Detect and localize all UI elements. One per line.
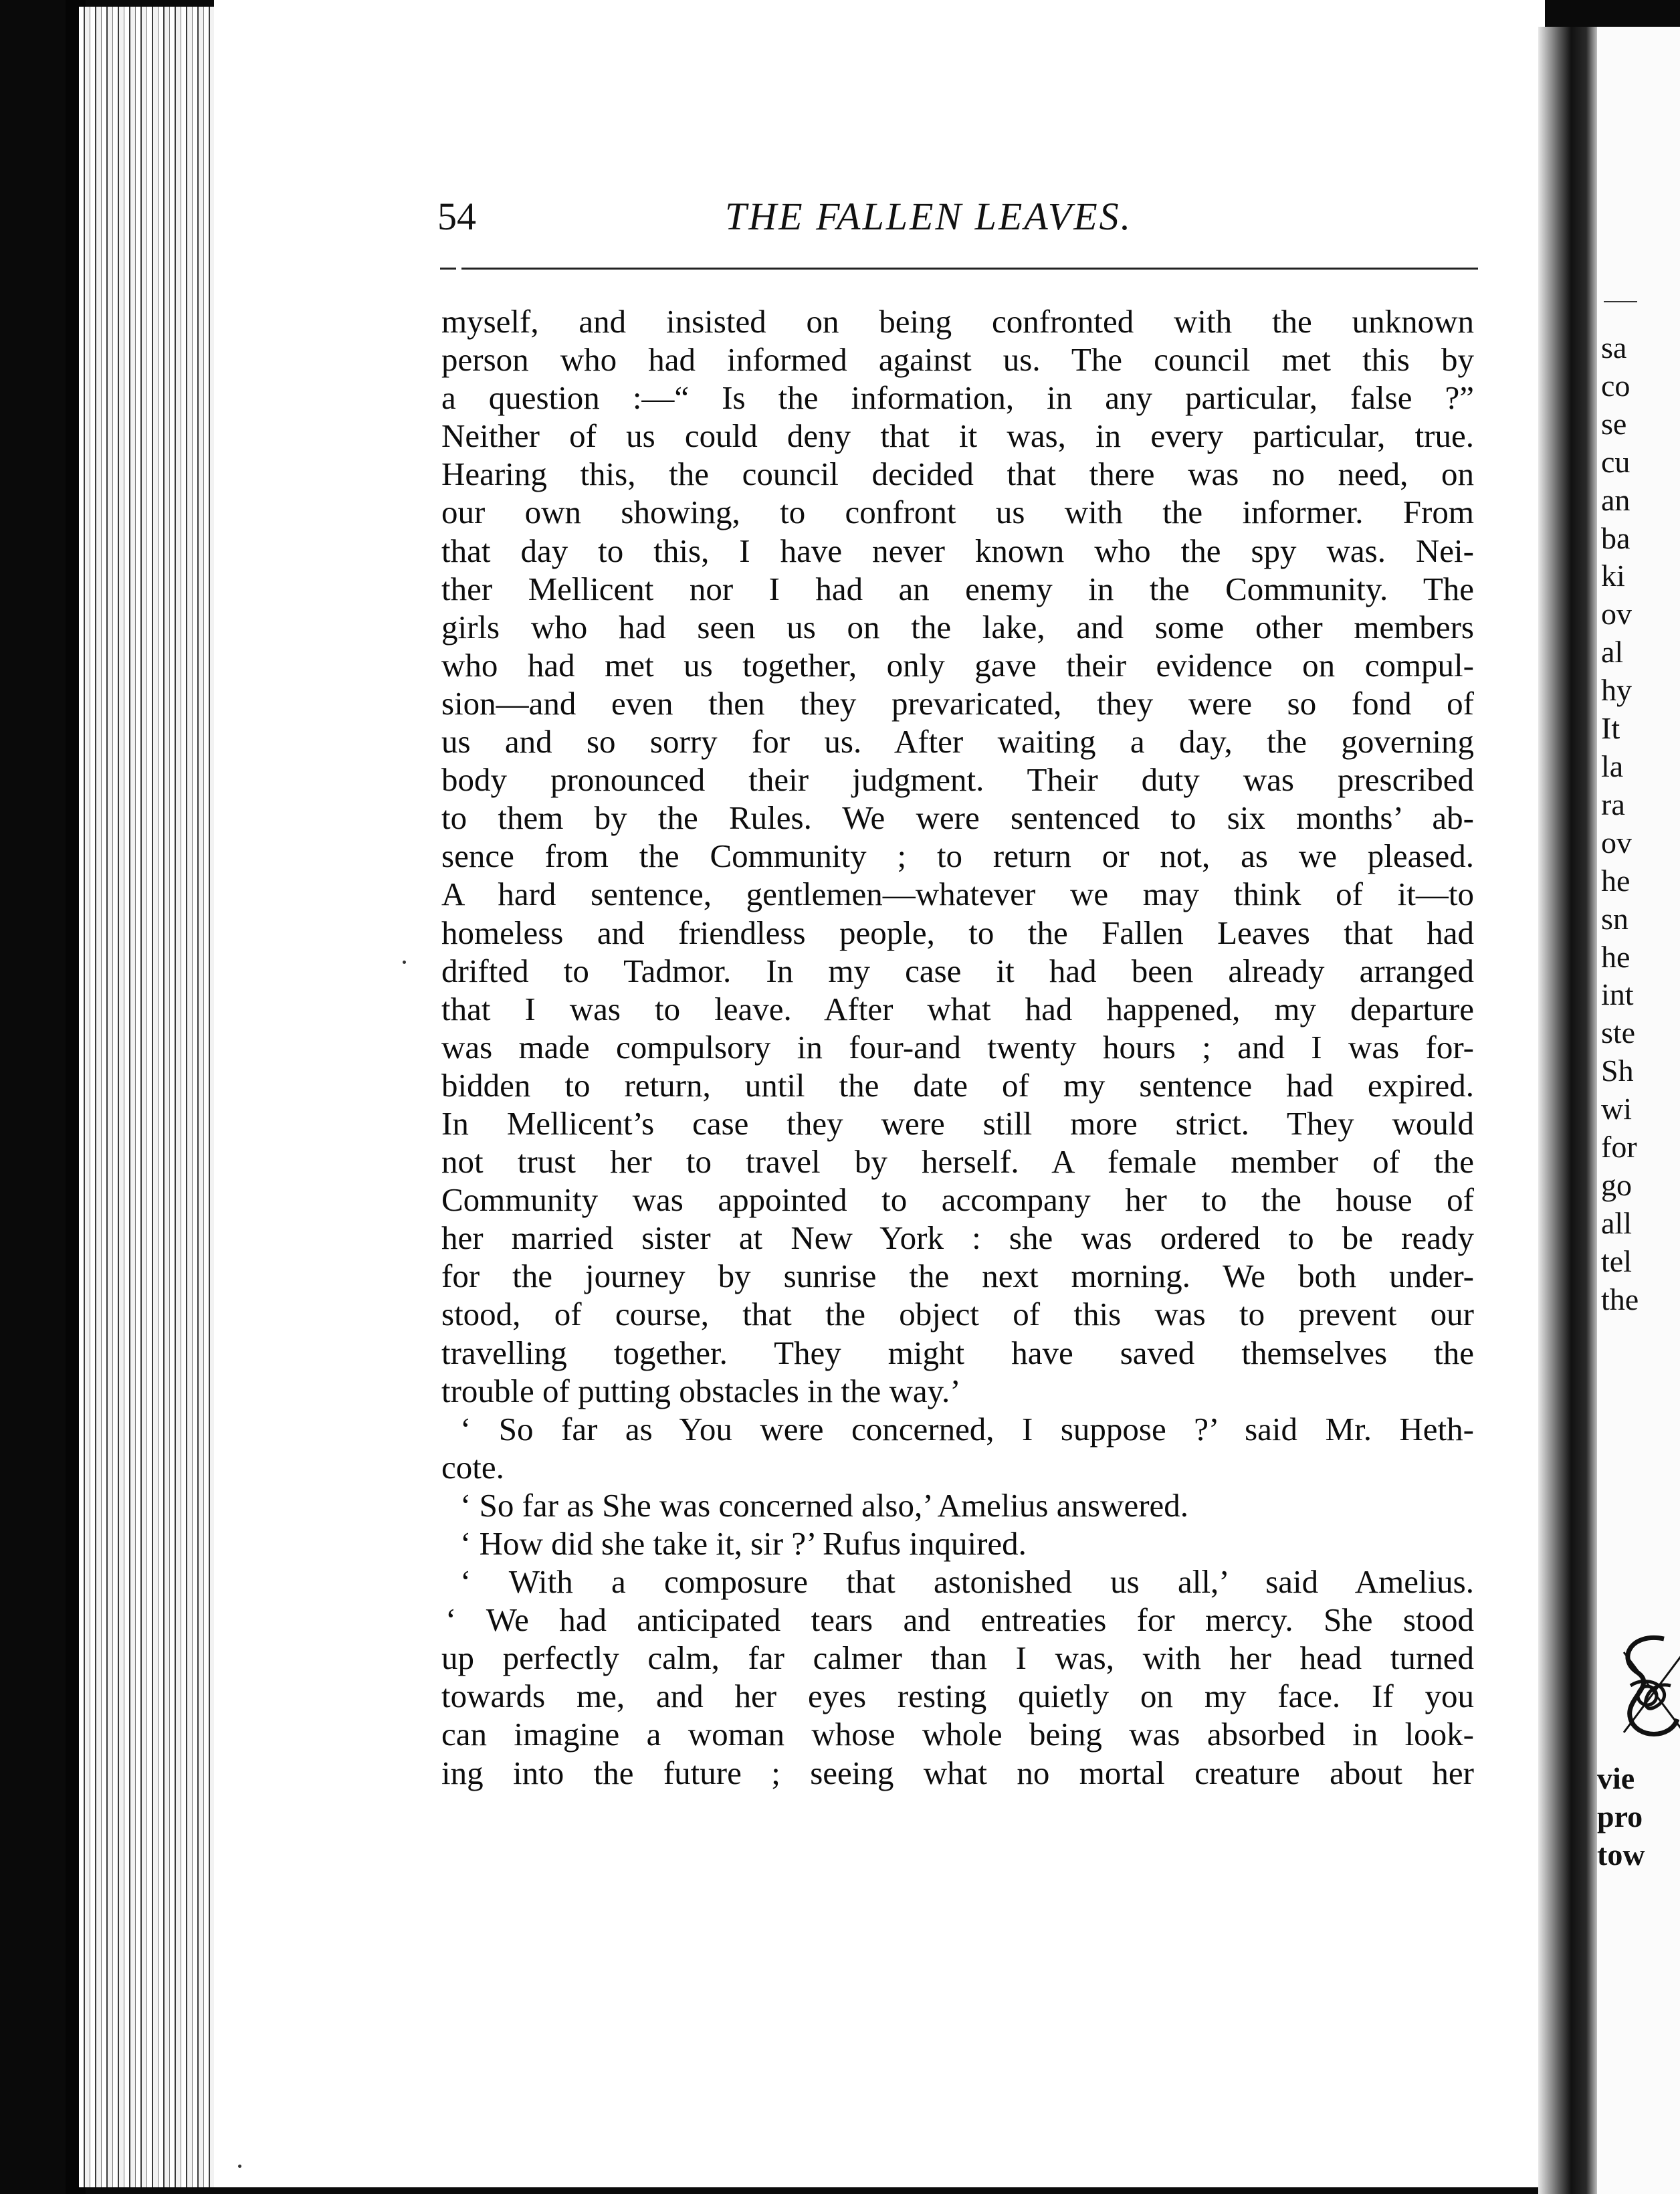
facing-line: tel (1601, 1243, 1632, 1278)
text-line: a question :—“ Is the information, in any particular, false ?” (441, 379, 1474, 417)
facing-line: ste (1601, 1015, 1636, 1050)
text-line: ‘ With a composure that astonished us all,’ said Amelius. (460, 1563, 1474, 1601)
book-gutter (1538, 27, 1598, 2194)
facing-line: sa (1601, 330, 1627, 365)
facing-line: la (1601, 749, 1624, 783)
running-title: THE FALLEN LEAVES. (725, 195, 1133, 238)
facing-line: go (1601, 1167, 1632, 1202)
facing-header-rule (1604, 301, 1637, 302)
facing-line: the (1601, 1282, 1639, 1316)
text-line: us and so sorry for us. After waiting a day, the governing (441, 723, 1474, 761)
text-line: drifted to Tadmor. In my case it had been already arranged (441, 952, 1474, 989)
facing-line: ki (1601, 559, 1625, 593)
page-edges (79, 7, 219, 2187)
text-line: Community was appointed to accompany her to the house of (441, 1181, 1474, 1219)
text-line: person who had informed against us. The council met this by (441, 341, 1474, 379)
text-line: that I was to leave. After what had happened, my departure (441, 990, 1474, 1027)
facing-line: wi (1601, 1092, 1632, 1126)
text-line: sion—and even then they prevaricated, they were so fond of (441, 684, 1474, 722)
facing-line: sn (1601, 901, 1629, 936)
facing-line: Sh (1601, 1054, 1634, 1088)
text-line: was made compulsory in four-and twenty hours ; and I was for- (441, 1028, 1474, 1066)
facing-page (1597, 27, 1680, 2194)
facing-line: ov (1601, 597, 1632, 631)
text-line: our own showing, to confront us with the informer. From (441, 494, 1474, 531)
facing-line: tow (1597, 1837, 1645, 1872)
paper-speck (238, 2165, 241, 2168)
text-line: homeless and friendless people, to the Fallen Leaves that had (441, 914, 1474, 951)
facing-line: pro (1597, 1799, 1643, 1833)
text-line: trouble of putting obstacles in the way.’ (441, 1372, 961, 1409)
text-line: ‘ So far as You were concerned, I suppose ?’ said Mr. Heth- (460, 1410, 1474, 1448)
text-line: A hard sentence, gentlemen—whatever we may think of it—to (441, 876, 1474, 913)
facing-line: It (1601, 711, 1620, 746)
text-line: towards me, and her eyes resting quietly on my face. If you (441, 1678, 1474, 1715)
text-line: ther Mellicent nor I had an enemy in the Community. The (441, 570, 1474, 607)
text-line: that day to this, I have never known who the spy was. Nei- (441, 532, 1474, 569)
text-line: Hearing this, the council decided that there was no need, on (441, 456, 1474, 493)
facing-line: an (1601, 482, 1631, 517)
text-line: who had met us together, only gave their evidence on compul- (441, 646, 1474, 684)
text-line: ‘ So far as She was concerned also,’ Amelius answered. (460, 1486, 1189, 1524)
body-text (441, 302, 1474, 1792)
facing-line: vie (1597, 1761, 1635, 1795)
running-head (437, 194, 1474, 247)
facing-line: co (1601, 368, 1631, 403)
text-line: can imagine a woman whose whole being was absorbed in look- (441, 1716, 1474, 1753)
text-line: ing into the future ; seeing what no mortal creature about her (441, 1754, 1474, 1791)
text-line: to them by the Rules. We were sentenced to six months’ ab- (441, 799, 1474, 837)
text-line: travelling together. They might have saved themselves the (441, 1334, 1474, 1371)
text-line: not trust her to travel by herself. A female member of the (441, 1143, 1474, 1181)
ornamental-initial-icon (1617, 1632, 1680, 1746)
facing-page-lower-text (1597, 1759, 1680, 1874)
page-number: 54 (437, 195, 476, 238)
text-line: her married sister at New York : she was ordered to be ready (441, 1219, 1474, 1257)
facing-line: he (1601, 939, 1631, 974)
paper-speck (403, 961, 406, 964)
facing-line: he (1601, 863, 1631, 898)
text-line: bidden to return, until the date of my sentence had expired. (441, 1066, 1474, 1104)
text-line: sence from the Community ; to return or not, as we pleased. (441, 837, 1474, 875)
facing-line: int (1601, 977, 1634, 1012)
facing-line: all (1601, 1205, 1632, 1240)
facing-line: hy (1601, 673, 1632, 708)
facing-page-text (1601, 329, 1680, 1319)
facing-line: se (1601, 406, 1627, 441)
facing-line: al (1601, 635, 1624, 670)
facing-line: ra (1601, 787, 1625, 821)
text-line: ‘ We had anticipated tears and entreaties for mercy. She stood (445, 1601, 1474, 1639)
text-line: ‘ How did she take it, sir ?’ Rufus inquired. (460, 1525, 1027, 1562)
text-line: girls who had seen us on the lake, and some other members (441, 608, 1474, 645)
facing-line: cu (1601, 444, 1631, 479)
header-rule-dash (440, 268, 456, 270)
header-rule (461, 268, 1478, 270)
facing-line: ba (1601, 520, 1631, 555)
text-line: for the journey by sunrise the next morning. We both under- (441, 1258, 1474, 1295)
text-line: In Mellicent’s case they were still more strict. They would (441, 1104, 1474, 1142)
text-line: stood, of course, that the object of this was to prevent our (441, 1296, 1474, 1333)
facing-line: ov (1601, 825, 1632, 860)
text-line: body pronounced their judgment. Their duty was prescribed (441, 761, 1474, 799)
text-line: up perfectly calm, far calmer than I was, with her head turned (441, 1639, 1474, 1677)
text-line: myself, and insisted on being confronted with the unknown (441, 303, 1474, 340)
text-line: cote. (441, 1448, 504, 1486)
facing-line: for (1601, 1130, 1637, 1165)
text-line: Neither of us could deny that it was, in every particular, true. (441, 417, 1474, 455)
